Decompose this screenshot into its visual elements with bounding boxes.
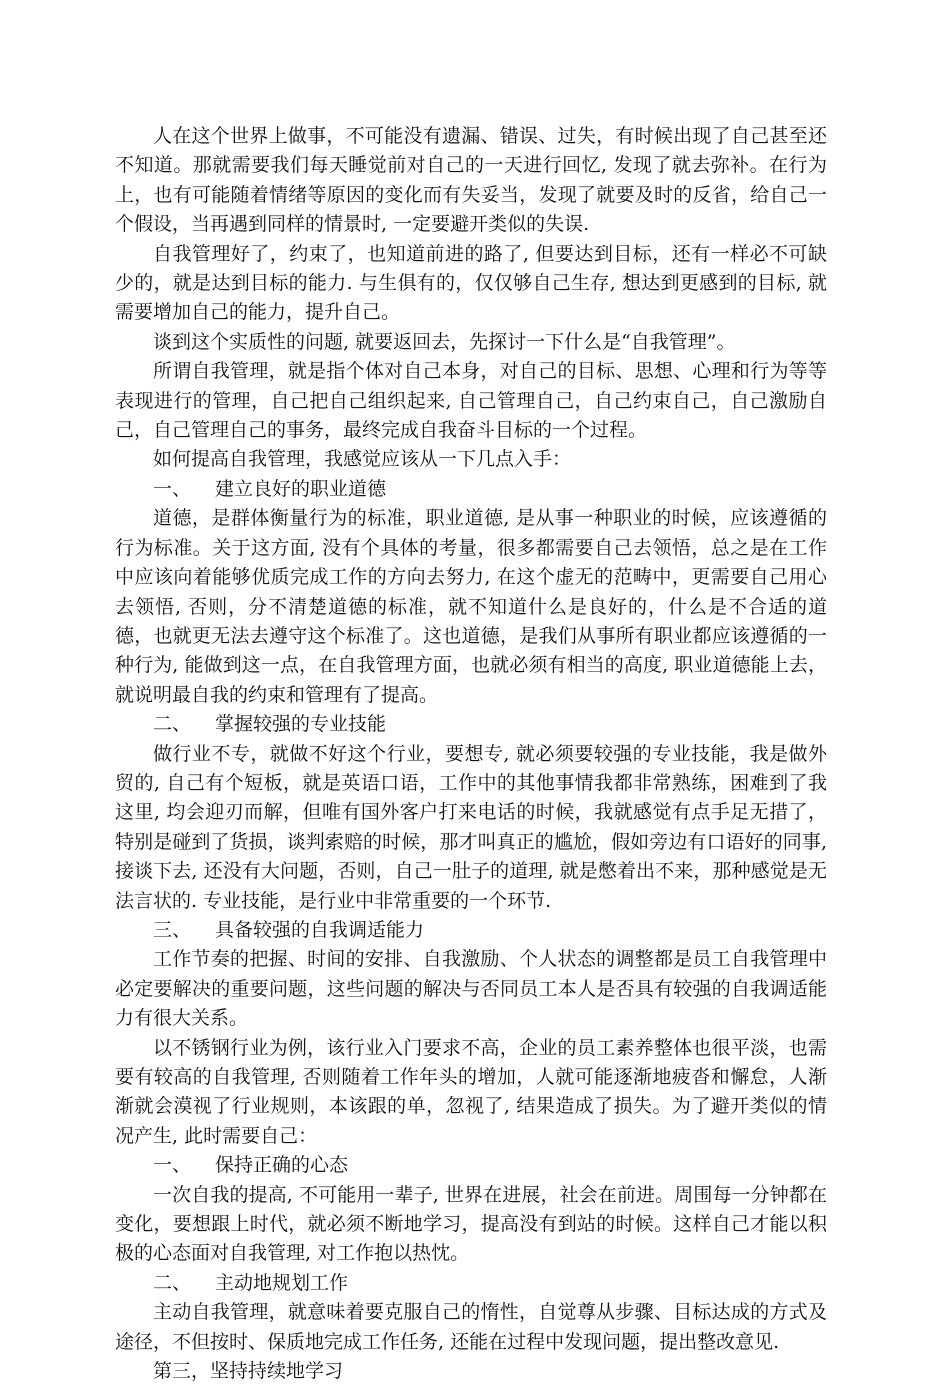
- paragraph: 如何提高自我管理，我感觉应该从一下几点入手：: [153, 448, 572, 471]
- document-body: [115, 122, 827, 1386]
- section-title: 具备较强的自我调适能力: [215, 918, 425, 941]
- section-title: 保持正确的心态: [215, 1154, 349, 1177]
- paragraph: 做行业不专，就做不好这个行业，要想专, 就必须要较强的专业技能，我是做外贸的, 自己有个短板，就是英语口语，工作中的其他事情我都非常熟练，困难到了我这里, 均会迎刃而解，但唯有国外客户打来电话的时候，我就感觉有点手足无措了，特别是碰到了货损，谈判索赔的时候，那才叫真正的尴尬，假如旁边有口语好的同事, 接谈下去, 还没有大问题，否则，自己一肚子的道理, 就是憋着出不来，那种感觉是无法言状的. 专业技能，是行业中非常重要的一个环节.: [115, 742, 827, 912]
- section-number: 一、: [153, 477, 192, 500]
- paragraph: 道德，是群体衡量行为的标准，职业道德, 是从事一种职业的时候，应该遵循的行为标准。关于这方面, 没有个具体的考量，很多都需要自己去领悟，总之是在工作中应该向着能够优质完成工作的方向去努力, 在这个虚无的范畴中，更需要自己用心去领悟, 否则，分不清楚道德的标准，就不知道什么是良好的，什么是不合适的道德，也就更无法去遵守这个标准了。这也道德，是我们从事所有职业都应该遵循的一种行为, 能做到这一点，在自我管理方面，也就必须有相当的高度, 职业道德能上去，就说明最自我的约束和管理有了提高。: [115, 507, 827, 706]
- paragraph: 以不锈钢行业为例，该行业入门要求不高，企业的员工素养整体也很平淡，也需要有较高的自我管理, 否则随着工作年头的增加，人就可能逐渐地疲沓和懈怠，人渐渐就会漠视了行业规则，本该跟的单，忽视了, 结果造成了损失。为了避开类似的情况产生, 此时需要自己：: [115, 1036, 827, 1147]
- section-number: 一、: [153, 1154, 192, 1177]
- section-heading: [115, 1151, 827, 1180]
- section-heading: [115, 475, 827, 504]
- paragraph: 人在这个世界上做事，不可能没有遗漏、错误、过失，有时候出现了自己甚至还不知道。那就需要我们每天睡觉前对自己的一天进行回忆, 发现了就去弥补。在行为上，也有可能随着情绪等原因的变化而有失妥当，发现了就要及时的反省，给自己一个假设，当再遇到同样的情景时, 一定要避开类似的失误.: [115, 125, 827, 236]
- paragraph: 第三，坚持持续地学习: [153, 1360, 344, 1383]
- section-heading: [115, 1269, 827, 1298]
- paragraph: 工作节奏的把握、时间的安排、自我激励、个人状态的调整都是员工自我管理中必定要解决的重要问题，这些问题的解决与否同员工本人是否具有较强的自我调适能力有很大关系。: [115, 948, 827, 1030]
- section-title: 主动地规划工作: [215, 1271, 349, 1294]
- section-number: 二、: [153, 1271, 192, 1294]
- section-heading: [115, 710, 827, 739]
- section-title: 建立良好的职业道德: [215, 477, 387, 500]
- paragraph: 所谓自我管理，就是指个体对自己本身，对自己的目标、思想、心理和行为等等表现进行的管理，自己把自己组织起来, 自己管理自己，自己约束自己，自己激励自己，自己管理自己的事务，最终完成自我奋斗目标的一个过程。: [115, 360, 827, 442]
- paragraph: 主动自我管理，就意味着要克服自己的惰性，自觉尊从步骤、目标达成的方式及途径，不但按时、保质地完成工作任务, 还能在过程中发现问题，提出整改意见.: [115, 1301, 827, 1353]
- section-title: 掌握较强的专业技能: [215, 713, 387, 736]
- section-number: 三、: [153, 918, 192, 941]
- section-heading: [115, 916, 827, 945]
- paragraph: 自我管理好了，约束了，也知道前进的路了, 但要达到目标，还有一样必不可缺少的，就是达到目标的能力. 与生俱有的，仅仅够自己生存, 想达到更感到的目标, 就需要增加自己的能力，提升自己。: [115, 242, 827, 324]
- paragraph: 一次自我的提高, 不可能用一辈子, 世界在进展，社会在前进。周围每一分钟都在变化，要想跟上时代，就必须不断地学习，提高没有到站的时候。这样自己才能以积极的心态面对自我管理, 对工作抱以热忱。: [115, 1183, 827, 1265]
- paragraph: 谈到这个实质性的问题, 就要返回去，先探讨一下什么是“自我管理”。: [153, 330, 736, 353]
- section-number: 二、: [153, 713, 192, 736]
